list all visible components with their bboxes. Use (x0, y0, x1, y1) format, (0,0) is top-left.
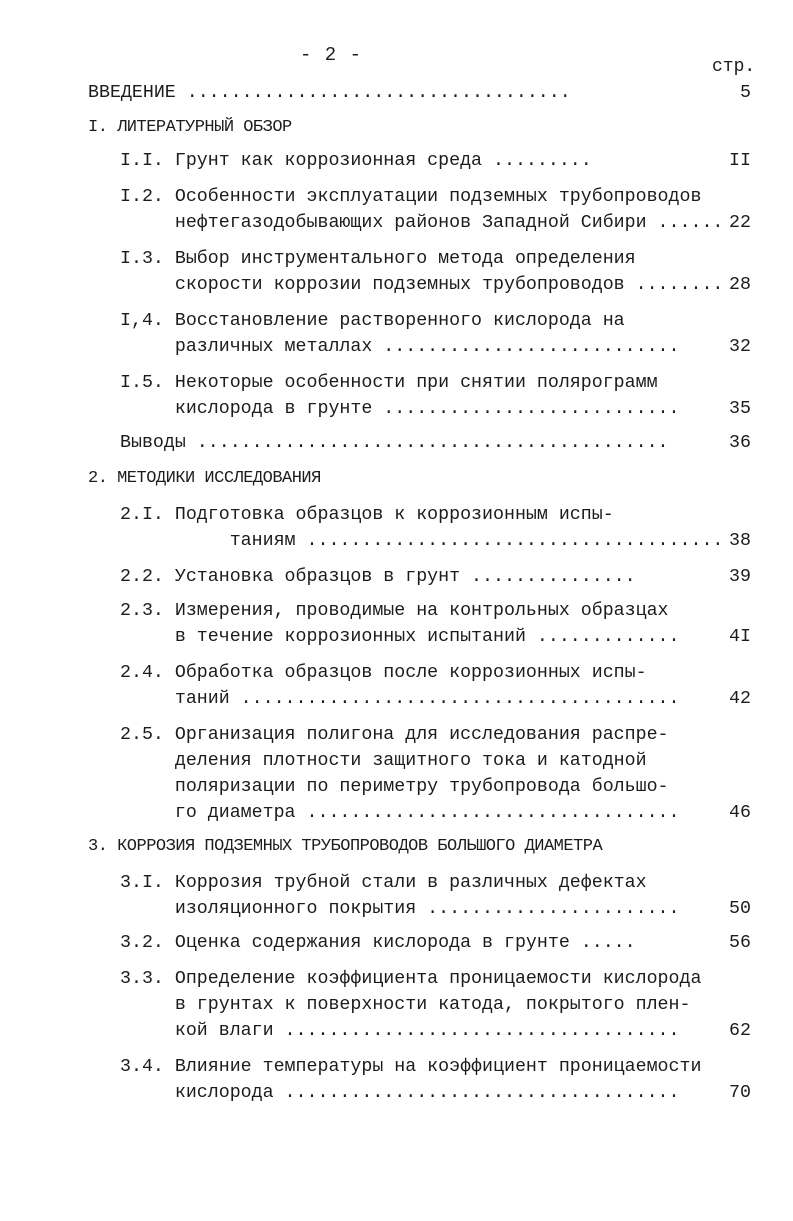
page-column-header: стр. (712, 57, 756, 77)
toc-page-number: 50 (729, 899, 751, 919)
toc-entry-line: ВВЕДЕНИЕ ................................... (88, 83, 571, 103)
toc-page-number: 38 (729, 531, 751, 551)
toc-entry-line: I,4. Восстановление растворенного кислорода на (120, 311, 625, 331)
toc-entry-line: различных металлах ........................... (120, 337, 680, 357)
toc-page-number: 62 (729, 1021, 751, 1041)
toc-entry-line: 3.2. Оценка содержания кислорода в грунте ..... (120, 933, 636, 953)
toc-entry-line: 2.2. Установка образцов в грунт ............... (120, 567, 636, 587)
toc-entry-line: кислорода в грунте ........................... (120, 399, 680, 419)
toc-page-number: 70 (729, 1083, 751, 1103)
toc-page-number: 4I (729, 627, 751, 647)
toc-entry-line: таний ........................................ (120, 689, 680, 709)
toc-entry-line: го диаметра .................................. (120, 803, 680, 823)
toc-entry-line: 2. МЕТОДИКИ ИССЛЕДОВАНИЯ (88, 469, 321, 488)
toc-entry-line: 2.I. Подготовка образцов к коррозионным испы- (120, 505, 614, 525)
toc-entry-line: 3.I. Коррозия трубной стали в различных дефектах (120, 873, 647, 893)
toc-entry-line: нефтегазодобывающих районов Западной Сибири ...... (120, 213, 724, 233)
toc-entry-line: 3. КОРРОЗИЯ ПОДЗЕМНЫХ ТРУБОПРОВОДОВ БОЛЬШОГО ДИАМЕТРА (88, 837, 603, 856)
toc-entry-line: I.2. Особенности эксплуатации подземных трубопроводов (120, 187, 702, 207)
toc-entry-line: 3.4. Влияние температуры на коэффициент проницаемости (120, 1057, 702, 1077)
toc-page-number: 46 (729, 803, 751, 823)
toc-entry-line: скорости коррозии подземных трубопроводов ........ (120, 275, 724, 295)
toc-page-number: 35 (729, 399, 751, 419)
toc-entry-line: 3.3. Определение коэффициента проницаемости кислорода (120, 969, 702, 989)
toc-page-number: 28 (729, 275, 751, 295)
toc-page-number: 36 (729, 433, 751, 453)
toc-page-number: 39 (729, 567, 751, 587)
toc-page-number: 5 (740, 83, 751, 103)
toc-entry-line: Выводы ........................................... (120, 433, 669, 453)
toc-entry-line: изоляционного покрытия ....................... (120, 899, 680, 919)
toc-entry-line: 2.3. Измерения, проводимые на контрольных образцах (120, 601, 669, 621)
toc-page-number: 42 (729, 689, 751, 709)
toc-entry-line: кой влаги .................................... (120, 1021, 680, 1041)
page-number: - 2 - (300, 44, 363, 66)
toc-page-number: 22 (729, 213, 751, 233)
toc-entry-line: таниям ...................................... (120, 531, 724, 551)
toc-page-number: 32 (729, 337, 751, 357)
toc-entry-line: кислорода .................................... (120, 1083, 680, 1103)
toc-entry-line: I.5. Некоторые особенности при снятии полярограмм (120, 373, 658, 393)
toc-entry-line: поляризации по периметру трубопровода большо- (120, 777, 669, 797)
toc-entry-line: I.3. Выбор инструментального метода определения (120, 249, 636, 269)
toc-entry-line: деления плотности защитного тока и катодной (120, 751, 647, 771)
toc-entry-line: в грунтах к поверхности катода, покрытого плен- (120, 995, 691, 1015)
toc-entry-line: в течение коррозионных испытаний ............. (120, 627, 680, 647)
toc-page-number: II (729, 151, 751, 171)
toc-entry-line: 2.4. Обработка образцов после коррозионных испы- (120, 663, 647, 683)
toc-entry-line: I.I. Грунт как коррозионная среда ......... (120, 151, 592, 171)
toc-entry-line: I. ЛИТЕРАТУРНЫЙ ОБЗОР (88, 118, 292, 137)
toc-entry-line: 2.5. Организация полигона для исследования распре- (120, 725, 669, 745)
toc-page-number: 56 (729, 933, 751, 953)
